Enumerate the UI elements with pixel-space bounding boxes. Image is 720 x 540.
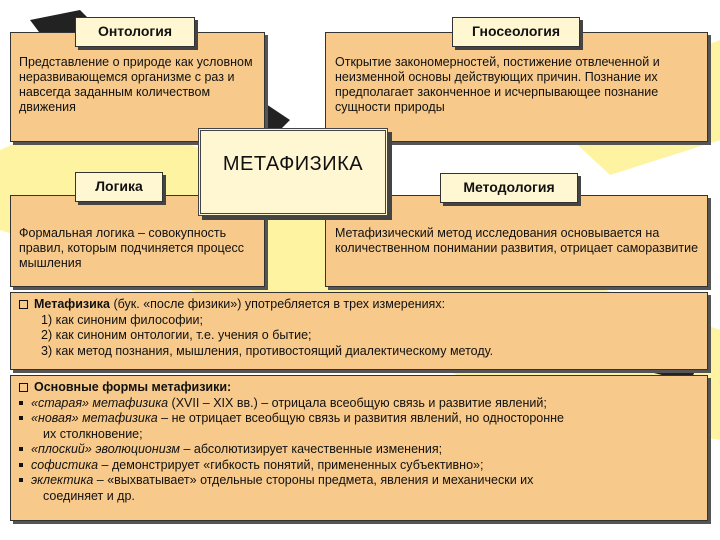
methodology-label: Методология — [440, 173, 578, 203]
forms-item-term: эклектика — [31, 473, 94, 487]
definition-box — [10, 292, 708, 370]
forms-item-term: софистика — [31, 457, 99, 472]
gnoseology-label: Гносеология — [452, 17, 580, 47]
forms-item-text: – не отрицает всеобщую связь и развития явлений, но односторонне — [157, 411, 564, 425]
forms-item — [19, 411, 699, 427]
bullet-icon — [19, 463, 23, 467]
ontology-panel — [10, 32, 265, 142]
forms-item — [19, 458, 699, 474]
bullet-icon — [19, 401, 23, 405]
bullet-icon — [19, 478, 23, 482]
gnoseology-text: Открытие закономерностей, постижение отвлеченной и неизменной основы действующих причин. Познание их предполагает законченное и исчерпывающее познание сущности природы — [335, 55, 660, 114]
forms-title: Основные формы метафизики: — [34, 380, 232, 394]
forms-item-term: «старая» метафизика — [31, 395, 169, 410]
forms-item-continuation: соединяет и др. — [43, 488, 135, 503]
forms-item-text: – демонстрирует «гибкость понятий, примененных субъективно»; — [98, 457, 484, 472]
ontology-label: Онтология — [75, 17, 195, 47]
definition-item: 1) как синоним философии; — [41, 312, 203, 327]
checkbox-bullet-icon — [19, 300, 28, 309]
checkbox-bullet-icon — [19, 383, 28, 392]
bullet-icon — [19, 447, 23, 451]
forms-item-continuation: их столкновение; — [43, 426, 143, 441]
center-title: МЕТАФИЗИКА — [198, 128, 388, 216]
definition-item: 3) как метод познания, мышления, противостоящий диалектическому методу. — [41, 343, 494, 358]
forms-title-line — [19, 380, 699, 396]
logic-text: Формальная логика – совокупность правил, которым подчиняется процесс мышления — [19, 226, 245, 270]
logic-label: Логика — [75, 172, 163, 202]
definition-line — [19, 297, 699, 313]
forms-item — [19, 396, 699, 412]
forms-item-term: «новая» метафизика — [31, 411, 158, 425]
definition-intro: (бук. «после физики») употребляется в трех измерениях: — [110, 297, 446, 311]
methodology-text: Метафизический метод исследования основывается на количественном понимании развития, отрицает саморазвитие — [335, 226, 699, 255]
forms-item-text: – «выхватывает» отдельные стороны предмета, явления и механически их — [93, 473, 534, 487]
ontology-text: Представление о природе как условном неразвивающемся организме с раз и навсегда заданным количеством движения — [19, 55, 253, 114]
definition-term: Метафизика — [34, 297, 111, 311]
bullet-icon — [19, 416, 23, 420]
forms-item-text: – абсолютизирует качественные изменения; — [179, 442, 443, 456]
gnoseology-panel — [325, 32, 708, 142]
forms-box — [10, 375, 708, 521]
forms-item — [19, 473, 699, 489]
definition-item: 2) как синоним онтологии, т.е. учения о бытие; — [41, 328, 312, 342]
forms-item — [19, 442, 699, 458]
forms-item-text: (XVII – XIX вв.) – отрицала всеобщую связь и развитие явлений; — [168, 395, 547, 410]
forms-item-term: «плоский» эволюционизм — [31, 442, 180, 456]
